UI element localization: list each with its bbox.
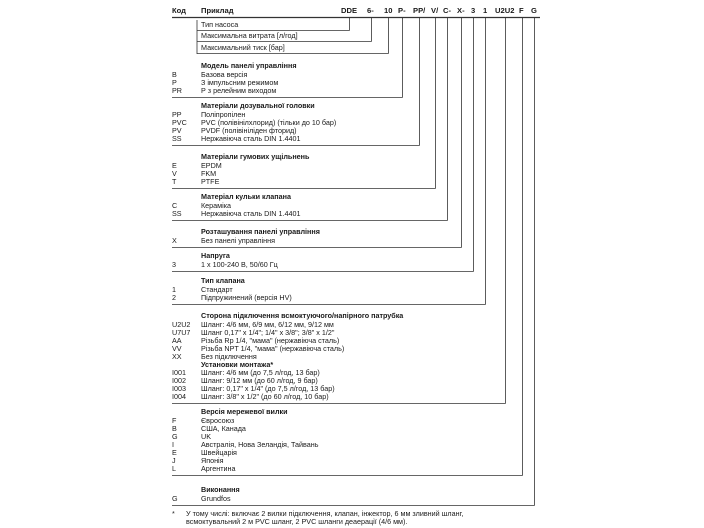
option-description: Базова версія bbox=[201, 70, 248, 79]
section-title: Матеріал кульки клапана bbox=[201, 192, 291, 201]
section-title: Матеріали дозувальної головки bbox=[201, 101, 315, 110]
model-code-token: V/ bbox=[431, 6, 439, 15]
option-code: VV bbox=[172, 344, 182, 353]
option-description: Підпружинений (версія HV) bbox=[201, 293, 292, 302]
option-description: Євросоюз bbox=[201, 416, 235, 425]
option-code: X bbox=[172, 236, 177, 245]
footnote-line-1: У тому числі: включає 2 вилки підключення, клапан, інжектор, 6 мм зливний шланг, bbox=[186, 509, 464, 518]
option-description: EPDM bbox=[201, 161, 222, 170]
option-code: G bbox=[172, 432, 178, 441]
option-description: Різьба Rp 1/4, "мама" (нержавіюча сталь) bbox=[201, 336, 340, 345]
option-description: Нержавіюча сталь DIN 1.4401 bbox=[201, 209, 301, 218]
header-code: Код bbox=[172, 6, 186, 15]
section-title: Модель панелі управління bbox=[201, 61, 297, 70]
option-code: PP bbox=[172, 110, 182, 119]
option-code: G bbox=[172, 494, 178, 503]
option-description: Без панелі управління bbox=[201, 236, 276, 245]
option-description: Кераміка bbox=[201, 201, 232, 210]
option-description: Grundfos bbox=[201, 494, 231, 503]
option-code: B bbox=[172, 424, 177, 433]
model-code-token: 3 bbox=[471, 6, 476, 15]
option-description: Різьба NPT 1/4, "мама" (нержавіюча сталь) bbox=[201, 344, 345, 353]
option-code: F bbox=[172, 416, 177, 425]
option-description: PVC (полівінілхлорид) (тільки до 10 бар) bbox=[201, 118, 337, 127]
section-title: Версія мережевої вилки bbox=[201, 407, 288, 416]
model-code-token: G bbox=[531, 6, 537, 15]
option-code: I003 bbox=[172, 384, 186, 393]
section-title: Розташування панелі управління bbox=[201, 227, 320, 236]
option-description: Без підключення bbox=[201, 352, 257, 361]
option-code: U2U2 bbox=[172, 320, 191, 329]
option-code: E bbox=[172, 161, 177, 170]
section-title: Матеріали гумових ущільнень bbox=[201, 152, 310, 161]
option-code: B bbox=[172, 70, 177, 79]
option-description: Шланг: 3/8" x 1/2" (до 60 л/год, 10 бар) bbox=[201, 392, 329, 401]
option-description: Шланг: 4/6 мм (до 7,5 л/год, 13 бар) bbox=[201, 368, 320, 377]
footnote-line-2: всмоктувальний 2 м PVC шланг, 2 PVC шланги деаерації (4/6 мм). bbox=[186, 517, 408, 526]
model-code-token: DDE bbox=[341, 6, 358, 15]
subsection-title: Установки монтажа* bbox=[201, 360, 274, 369]
option-code: PVC bbox=[172, 118, 187, 127]
section-title: Тип клапана bbox=[201, 276, 245, 285]
option-description: PVDF (полівініліден фторид) bbox=[201, 126, 297, 135]
option-code: I004 bbox=[172, 392, 186, 401]
option-description: Швейцарія bbox=[201, 448, 237, 457]
model-code-token: P- bbox=[398, 6, 406, 15]
option-code: 1 bbox=[172, 285, 176, 294]
option-description: З імпульсним режимом bbox=[201, 78, 279, 87]
option-code: V bbox=[172, 169, 177, 178]
option-code: U7U7 bbox=[172, 328, 191, 337]
option-code: 3 bbox=[172, 260, 176, 269]
option-code: I bbox=[172, 440, 174, 449]
model-code-token: X- bbox=[457, 6, 465, 15]
basic-row-label: Максимальний тиск [бар] bbox=[201, 43, 285, 52]
option-code: XX bbox=[172, 352, 182, 361]
model-code-token: C- bbox=[443, 6, 452, 15]
option-description: FKM bbox=[201, 169, 217, 178]
option-description: Японія bbox=[201, 456, 224, 465]
section-title: Напруга bbox=[201, 251, 230, 260]
option-code: L bbox=[172, 464, 176, 473]
option-description: Аргентина bbox=[201, 464, 236, 473]
option-code: T bbox=[172, 177, 177, 186]
option-code: SS bbox=[172, 134, 182, 143]
option-code: E bbox=[172, 448, 177, 457]
header-example: Приклад bbox=[201, 6, 234, 15]
option-description: Шланг: 0,17" x 1/4" (до 7,5 л/год, 13 бар) bbox=[201, 384, 335, 393]
model-code-token: 1 bbox=[483, 6, 488, 15]
option-description: PTFE bbox=[201, 177, 220, 186]
option-description: UK bbox=[201, 432, 211, 441]
option-code: 2 bbox=[172, 293, 176, 302]
option-description: Шланг: 9/12 мм (до 60 л/год, 9 бар) bbox=[201, 376, 318, 385]
option-code: I002 bbox=[172, 376, 186, 385]
option-description: Австралія, Нова Зеландія, Тайвань bbox=[201, 440, 319, 449]
basic-row-label: Максимальна витрата [л/год] bbox=[201, 31, 298, 40]
option-code: I001 bbox=[172, 368, 186, 377]
model-code-token: 6- bbox=[367, 6, 374, 15]
option-code: PR bbox=[172, 86, 182, 95]
footnote-mark: * bbox=[172, 509, 175, 518]
option-description: Поліпропілен bbox=[201, 110, 246, 119]
option-code: C bbox=[172, 201, 178, 210]
option-description: Шланг 0,17" x 1/4"; 1/4" x 3/8"; 3/8" x 1/2" bbox=[201, 328, 335, 337]
option-code: SS bbox=[172, 209, 182, 218]
section-title: Сторона підключення всмоктуючого/напірного патрубка bbox=[201, 311, 404, 320]
option-description: Р з релейним виходом bbox=[201, 86, 277, 95]
model-code-token: 10 bbox=[384, 6, 393, 15]
basic-row-label: Тип насоса bbox=[201, 20, 239, 29]
model-code-token: U2U2 bbox=[495, 6, 515, 15]
model-code-token: PP/ bbox=[413, 6, 426, 15]
option-code: AA bbox=[172, 336, 182, 345]
option-code: J bbox=[172, 456, 176, 465]
section-title: Виконання bbox=[201, 485, 240, 494]
option-description: 1 x 100-240 В, 50/60 Гц bbox=[201, 260, 278, 269]
option-code: P bbox=[172, 78, 177, 87]
option-description: Шланг: 4/6 мм, 6/9 мм, 6/12 мм, 9/12 мм bbox=[201, 320, 334, 329]
option-description: Нержавіюча сталь DIN 1.4401 bbox=[201, 134, 301, 143]
option-description: США, Канада bbox=[201, 424, 246, 433]
option-description: Стандарт bbox=[201, 285, 233, 294]
option-code: PV bbox=[172, 126, 182, 135]
model-code-token: F bbox=[519, 6, 524, 15]
